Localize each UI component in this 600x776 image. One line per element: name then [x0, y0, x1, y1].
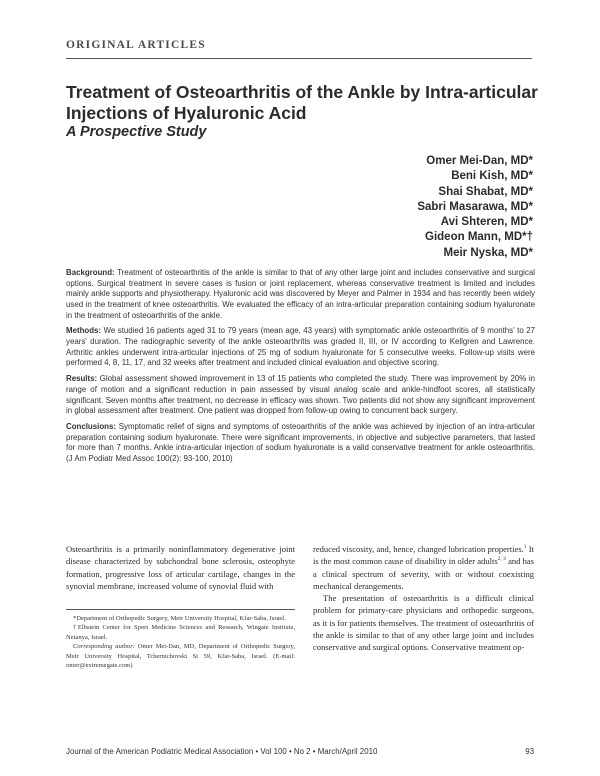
abstract-conclusions [66, 422, 535, 465]
body-paragraph: Osteoarthritis is a primarily noninflammatory degenerative joint disease characterized by subchondral bone sclerosis, osteophyte formation, progressive loss of articular cartilage, changes in the synovial membrane, increased volume of synovial fluid with [66, 544, 295, 591]
abstract-text: Global assessment showed improvement in 13 of 15 patients who completed the study. There was improvement by 20% in range of motion and a significant reduction in pain assessed by visual analog scale and ankle-hindfoot scores, all statistically significant. Seven months after treatment, no decrease in efficacy was shown. Two patients did not show any significant improvement in global assessment after treatment. One patient was dropped from follow-up owing to concurrent back surgery. [66, 374, 535, 416]
citation: 2, 3 [497, 556, 506, 563]
abstract-heading: Methods: [66, 326, 102, 336]
footnotes [66, 614, 295, 670]
abstract-results [66, 374, 535, 417]
body-text: and has a clinical spectrum of severity, with or without coexisting mechanical derangements. [313, 556, 534, 591]
author: Sabri Masarawa, MD* [417, 200, 533, 213]
footnote-rule [66, 609, 295, 610]
citation: 1 [523, 544, 527, 551]
journal-citation: Journal of the American Podiatric Medical Association • Vol 100 • No 2 • March/April 2010 [66, 747, 378, 756]
author: Gideon Mann, MD*† [425, 231, 533, 244]
page-footer [66, 747, 534, 756]
article-title: Treatment of Osteoarthritis of the Ankle by Intra-articular Injections of Hyaluronic Acid [66, 82, 538, 123]
author: Shai Shabat, MD* [438, 185, 533, 198]
author: Avi Shteren, MD* [440, 216, 533, 229]
author: Omer Mei-Dan, MD* [426, 155, 533, 167]
abstract [66, 268, 535, 470]
page-number: 93 [525, 747, 534, 756]
corresponding-text: Omer Mei-Dan, MD, Department of Orthopedic Surgery, Meir University Hospital, Tchernichovski St 59, Kfar-Saba, Israel. (E-mail: omer@extremegate.com) [66, 643, 295, 670]
abstract-heading: Background: [66, 268, 115, 277]
section-rule [66, 58, 532, 59]
abstract-heading: Results: [66, 374, 98, 384]
footnote-affiliation: *Department of Orthopedic Surgery, Meir University Hospital, Kfar-Saba, Israel. [73, 615, 286, 622]
corresponding-label: Corresponding author: [73, 643, 135, 651]
abstract-text: Symptomatic relief of signs and symptoms of osteoarthritis of the ankle was achieved by injection of an intra-articular preparation containing sodium hyaluronate. There were significant improvements, in objective and subjective parameters, that lasted for more than 7 months. Ankle intra-articular injection of sodium hyaluronate is a valid conservative treatment for ankle osteoarthritis. (J Am Podiatr Med Assoc 100(2): 93-100, 2010) [66, 422, 535, 464]
abstract-text: Treatment of osteoarthritis of the ankle is similar to that of any other large joint and includes conservative and surgical options. Surgical treatment in severe cases is fusion or joint replacement, whereas conservative treatment is limited and includes mainly ankle supports and physiotherapy. Hyaluronic acid was discovered by Meyer and Palmer in 1934 and has recently been widely used in the treatment of knee osteoarthritis. We evaluated the efficacy of an intra-articular preparation containing sodium hyaluronate in the treatment of osteoarthritis of the ankle. [66, 268, 535, 320]
abstract-methods [66, 326, 535, 369]
footnote-corresponding [66, 642, 295, 670]
author-list [417, 154, 533, 261]
section-label: ORIGINAL ARTICLES [66, 39, 206, 51]
body-paragraph: The presentation of osteoarthritis is a difficult clinical problem for primary-care physicians and orthopedic surgeons, as it is for patients themselves. The treatment of osteoarthritis of the ankle is similar to that of any other large joint and includes conservative and surgical options. Conservative treatment op- [313, 593, 534, 652]
body-column-left [66, 543, 295, 592]
author: Meir Nyska, MD* [443, 246, 533, 259]
author: Beni Kish, MD* [451, 170, 533, 183]
abstract-background [66, 268, 535, 321]
body-text: reduced viscosity, and, hence, changed lubrication properties. [313, 544, 524, 554]
body-paragraph [313, 543, 534, 592]
abstract-heading: Conclusions: [66, 422, 116, 432]
body-column-right [313, 543, 534, 653]
article-subtitle: A Prospective Study [66, 124, 207, 140]
abstract-text: We studied 16 patients aged 31 to 79 years (mean age, 43 years) with symptomatic ankle osteoarthritis of 9 months' to 27 years' duration. The radiographic severity of the ankle osteoarthritis was graded II, III, or IV according to Kellgren and Lawrence. Arthritic ankles underwent intra-articular injections of 25 mg of sodium hyaluronate for 5 consecutive weeks. Follow-up visits were performed 4, 8, 11, 17, and 32 weeks after treatment and included clinical evaluation and objective scoring. [66, 326, 535, 368]
footnote-affiliation: †Elbstein Center for Sport Medicine Sciences and Research, Wingate Institute, Netanya, Israel. [66, 624, 295, 641]
body-text: It is the most common cause of disability in older adults [313, 544, 534, 567]
